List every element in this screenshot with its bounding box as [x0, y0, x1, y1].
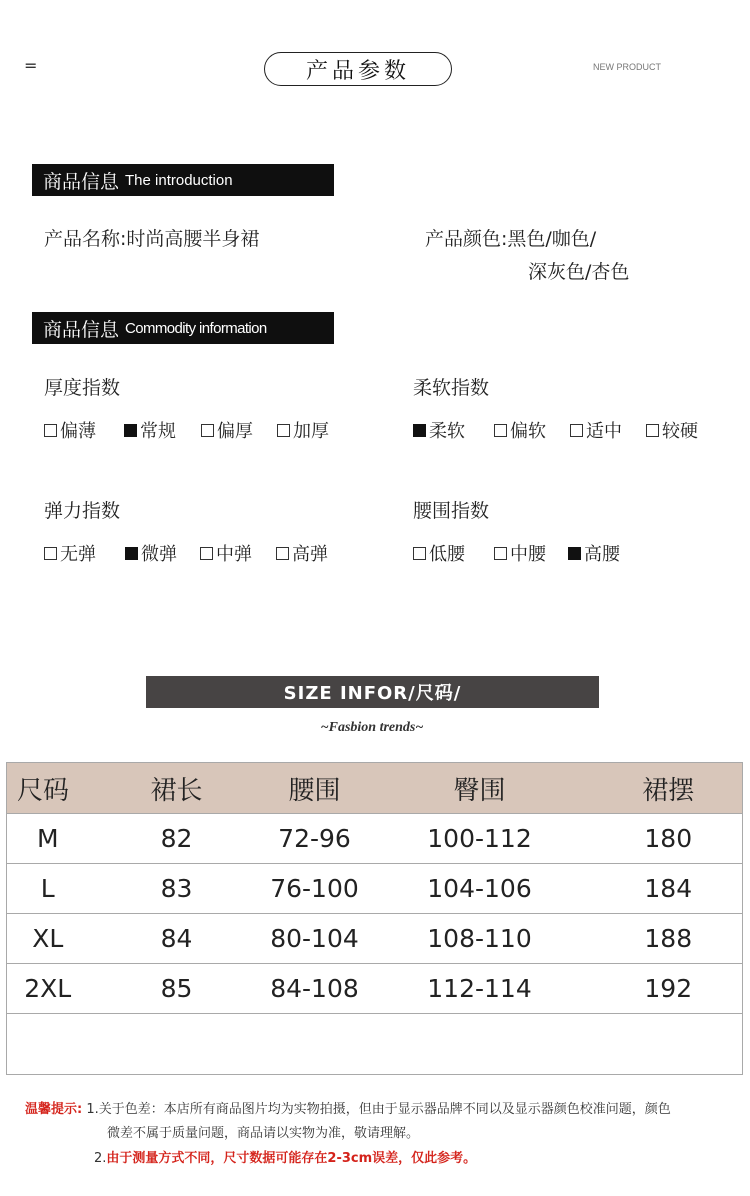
thickness-options [44, 417, 329, 443]
column-header: 裙长 [89, 763, 265, 814]
option [494, 540, 568, 566]
option [413, 417, 494, 443]
table-header-row [7, 763, 743, 814]
table-cell [7, 1014, 743, 1075]
checkbox-filled-icon [124, 424, 137, 437]
option-label: 柔软 [429, 421, 465, 442]
column-header: 裙摆 [595, 763, 743, 814]
option [646, 417, 698, 443]
option [125, 540, 200, 566]
option [413, 540, 494, 566]
option-label: 偏软 [510, 421, 546, 442]
note-line-1 [25, 1098, 671, 1117]
waist-options [413, 540, 620, 566]
option-label: 偏厚 [217, 421, 253, 442]
elasticity-index-title: 弹力指数 [44, 500, 121, 522]
column-header: 臀围 [365, 763, 595, 814]
checkbox-filled-icon [125, 547, 138, 560]
fashion-subtitle: ~Fasbion trends~ [320, 720, 424, 735]
menu-mark: = [24, 56, 37, 75]
option [201, 417, 277, 443]
table-row [7, 964, 743, 1014]
option [568, 540, 620, 566]
table-cell: 184 [595, 864, 743, 914]
option [276, 540, 328, 566]
option-label: 偏薄 [60, 421, 96, 442]
table-cell: 84 [89, 914, 265, 964]
option-label: 无弹 [60, 544, 96, 565]
table-cell: 108-110 [365, 914, 595, 964]
checkbox-empty-icon [646, 424, 659, 437]
table-cell: 112-114 [365, 964, 595, 1014]
table-row [7, 914, 743, 964]
elasticity-options [44, 540, 328, 566]
table-cell: 100-112 [365, 814, 595, 864]
size-info-bar: SIZE INFOR/尺码/ [146, 676, 599, 708]
option-label: 加厚 [293, 421, 329, 442]
section-title-cn: 商品信息 [43, 170, 120, 193]
product-name: 产品名称:时尚高腰半身裙 [44, 228, 260, 250]
checkbox-empty-icon [201, 424, 214, 437]
note-line-3 [94, 1147, 476, 1166]
table-cell: 76-100 [265, 864, 365, 914]
checkbox-empty-icon [200, 547, 213, 560]
checkbox-empty-icon [494, 547, 507, 560]
option [44, 540, 125, 566]
note-text: 1.关于色差：本店所有商品图片均为实物拍摄，但由于显示器品牌不同以及显示器颜色校准问题，颜色 [86, 1102, 671, 1117]
option-label: 常规 [140, 421, 176, 442]
option-label: 较硬 [662, 421, 698, 442]
option [44, 417, 124, 443]
waist-index-title: 腰围指数 [413, 500, 490, 522]
option-label: 适中 [586, 421, 622, 442]
softness-index-title: 柔软指数 [413, 377, 490, 399]
note-warning: 由于测量方式不同，尺寸数据可能存在2-3cm误差，仅此参考。 [106, 1151, 477, 1166]
size-table [6, 762, 743, 1075]
option-label: 中弹 [216, 544, 252, 565]
table-cell: 82 [89, 814, 265, 864]
checkbox-empty-icon [277, 424, 290, 437]
softness-options [413, 417, 698, 443]
column-header: 尺码 [7, 763, 89, 814]
note-line-2: 微差不属于质量问题，商品请以实物为准，敬请理解。 [107, 1126, 420, 1141]
table-cell: 83 [89, 864, 265, 914]
section-introduction-bar [32, 164, 334, 196]
table-cell: 80-104 [265, 914, 365, 964]
table-cell: 192 [595, 964, 743, 1014]
table-cell: M [7, 814, 89, 864]
column-header: 腰围 [265, 763, 365, 814]
note-label: 温馨提示: [25, 1102, 83, 1117]
table-row [7, 814, 743, 864]
checkbox-empty-icon [44, 424, 57, 437]
table-cell: 180 [595, 814, 743, 864]
new-product-label: NEW PRODUCT [593, 62, 661, 72]
table-cell: L [7, 864, 89, 914]
table-cell: 104-106 [365, 864, 595, 914]
option-label: 高弹 [292, 544, 328, 565]
table-cell: XL [7, 914, 89, 964]
section-title-en: Commodity information [125, 319, 267, 337]
checkbox-empty-icon [276, 547, 289, 560]
option-label: 高腰 [584, 544, 620, 565]
page-title: 产品参数 [264, 52, 452, 86]
table-row [7, 864, 743, 914]
option [494, 417, 570, 443]
table-cell: 2XL [7, 964, 89, 1014]
option [200, 540, 276, 566]
checkbox-empty-icon [494, 424, 507, 437]
option-label: 中腰 [510, 544, 546, 565]
table-cell: 84-108 [265, 964, 365, 1014]
table-cell: 72-96 [265, 814, 365, 864]
section-title-cn: 商品信息 [43, 318, 120, 341]
product-color-line1: 产品颜色:黑色/咖色/ [425, 228, 597, 250]
option [277, 417, 329, 443]
note-index: 2. [94, 1151, 107, 1166]
table-cell: 85 [89, 964, 265, 1014]
option-label: 低腰 [429, 544, 465, 565]
table-empty-row [7, 1014, 743, 1075]
section-title-en: The introduction [125, 171, 233, 189]
checkbox-empty-icon [413, 547, 426, 560]
checkbox-filled-icon [568, 547, 581, 560]
section-commodity-bar [32, 312, 334, 344]
checkbox-filled-icon [413, 424, 426, 437]
thickness-index-title: 厚度指数 [44, 377, 121, 399]
option-label: 微弹 [141, 544, 177, 565]
checkbox-empty-icon [570, 424, 583, 437]
option [124, 417, 201, 443]
option [570, 417, 646, 443]
product-color-line2: 深灰色/杏色 [528, 261, 630, 283]
table-cell: 188 [595, 914, 743, 964]
checkbox-empty-icon [44, 547, 57, 560]
